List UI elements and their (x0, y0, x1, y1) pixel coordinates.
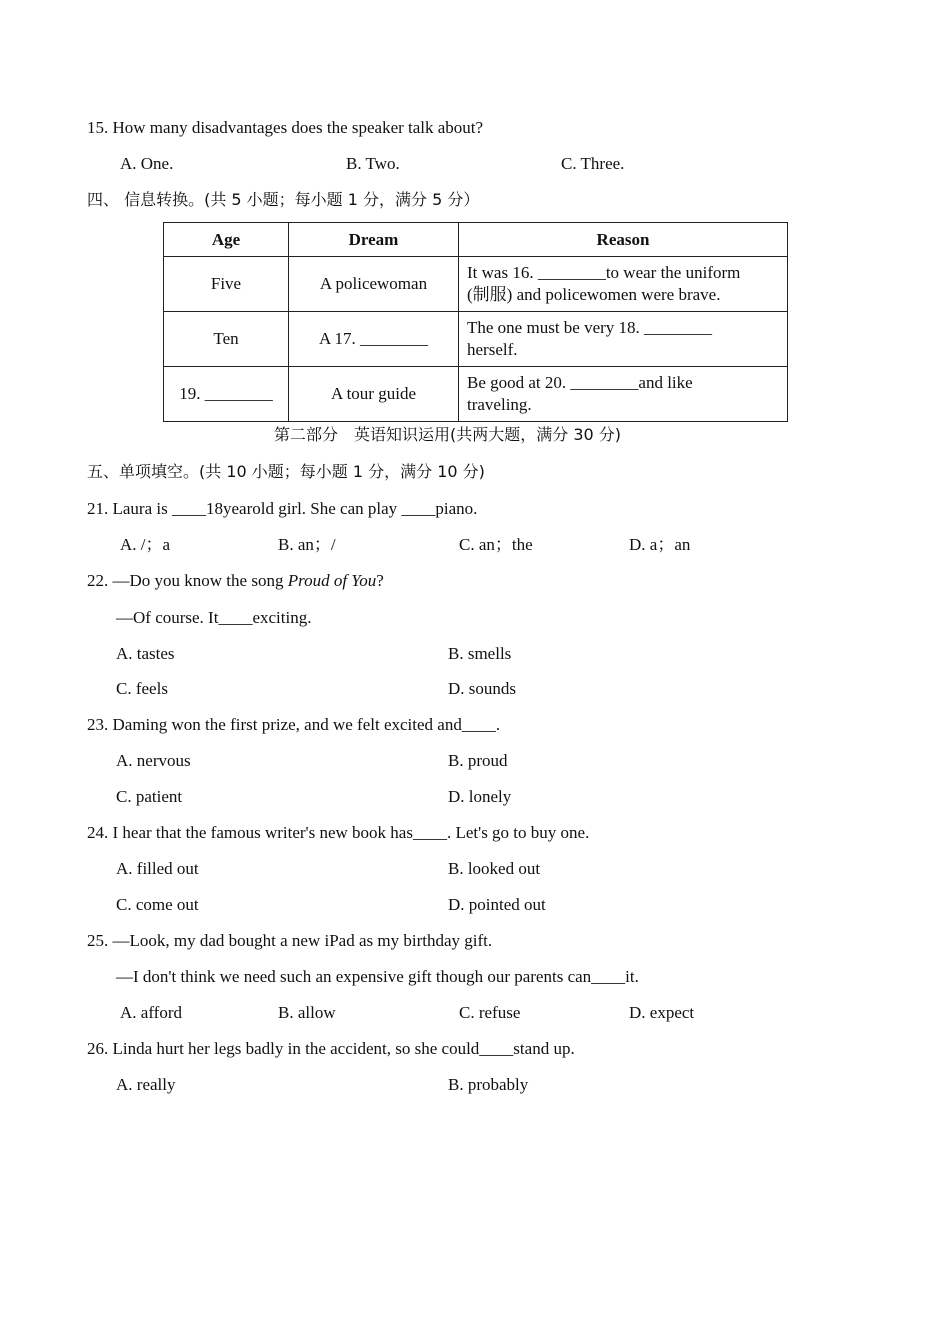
table-row (164, 367, 788, 422)
q22-stem (87, 571, 384, 591)
q22-stem-prefix: 22. —Do you know the song (87, 571, 288, 590)
q25-option-d: D. expect (629, 1003, 695, 1022)
q22-option-d: D. sounds (448, 679, 517, 698)
q26-stem: 26. Linda hurt her legs badly in the accident, so she could____stand up. (87, 1039, 575, 1058)
reason-line: traveling. (467, 395, 532, 414)
q22-stem-suffix: ? (376, 571, 384, 590)
cell-age: Ten (164, 312, 289, 367)
section4-heading: 四、 信息转换。(共 5 小题；每小题 1 分，满分 5 分） (87, 190, 480, 209)
q23-stem: 23. Daming won the first prize, and we felt excited and____. (87, 715, 501, 734)
part2-heading: 第二部分 英语知识运用(共两大题，满分 30 分) (274, 425, 622, 444)
cell-reason (459, 312, 788, 367)
q21-option-d: D. a；an (629, 535, 691, 554)
q23-option-a: A. nervous (116, 751, 191, 770)
cell-dream: A 17. ________ (289, 312, 459, 367)
q25-stem: 25. —Look, my dad bought a new iPad as my birthday gift. (87, 931, 493, 950)
q26-option-a: A. really (116, 1075, 176, 1094)
q24-option-a: A. filled out (116, 859, 199, 878)
q21-option-a: A. /；a (120, 535, 171, 554)
q22-reply: —Of course. It____exciting. (116, 608, 312, 627)
q15-stem: 15. How many disadvantages does the speaker talk about? (87, 118, 484, 137)
q25-option-c: C. refuse (459, 1003, 521, 1022)
table-header-row (164, 223, 788, 257)
cell-age: 19. ________ (164, 367, 289, 422)
cell-reason (459, 367, 788, 422)
header-age: Age (164, 223, 289, 257)
q15-option-a: A. One. (120, 154, 174, 173)
song-title: Proud of You (287, 571, 377, 590)
q15-option-b: B. Two. (346, 154, 400, 173)
q23-option-d: D. lonely (448, 787, 512, 806)
q21-option-b: B. an；/ (278, 535, 336, 554)
q15-option-c: C. Three. (561, 154, 625, 173)
q25-reply: —I don't think we need such an expensive gift though our parents can____it. (116, 967, 639, 986)
q22-option-a: A. tastes (116, 644, 175, 663)
q24-option-b: B. looked out (448, 859, 541, 878)
q22-option-c: C. feels (116, 679, 168, 698)
q25-option-b: B. allow (278, 1003, 336, 1022)
reason-line: It was 16. ________to wear the uniform (467, 263, 741, 282)
header-dream: Dream (289, 223, 459, 257)
cell-age: Five (164, 257, 289, 312)
q22-option-b: B. smells (448, 644, 512, 663)
table-row (164, 257, 788, 312)
q26-option-b: B. probably (448, 1075, 529, 1094)
q21-option-c: C. an；the (459, 535, 533, 554)
q23-option-b: B. proud (448, 751, 508, 770)
q24-stem: 24. I hear that the famous writer's new book has____. Let's go to buy one. (87, 823, 590, 842)
info-table (163, 222, 788, 422)
reason-line: (制服) and policewomen were brave. (467, 285, 721, 304)
header-reason: Reason (459, 223, 788, 257)
q21-stem: 21. Laura is ____18yearold girl. She can play ____piano. (87, 499, 478, 518)
reason-line: Be good at 20. ________and like (467, 373, 693, 392)
q25-option-a: A. afford (120, 1003, 182, 1022)
q23-option-c: C. patient (116, 787, 183, 806)
q24-option-d: D. pointed out (448, 895, 546, 914)
cell-reason (459, 257, 788, 312)
cell-dream: A policewoman (289, 257, 459, 312)
table-row (164, 312, 788, 367)
q24-option-c: C. come out (116, 895, 199, 914)
cell-dream: A tour guide (289, 367, 459, 422)
section5-heading: 五、单项填空。(共 10 小题；每小题 1 分，满分 10 分) (87, 462, 485, 481)
reason-line: herself. (467, 340, 518, 359)
reason-line: The one must be very 18. ________ (467, 318, 713, 337)
